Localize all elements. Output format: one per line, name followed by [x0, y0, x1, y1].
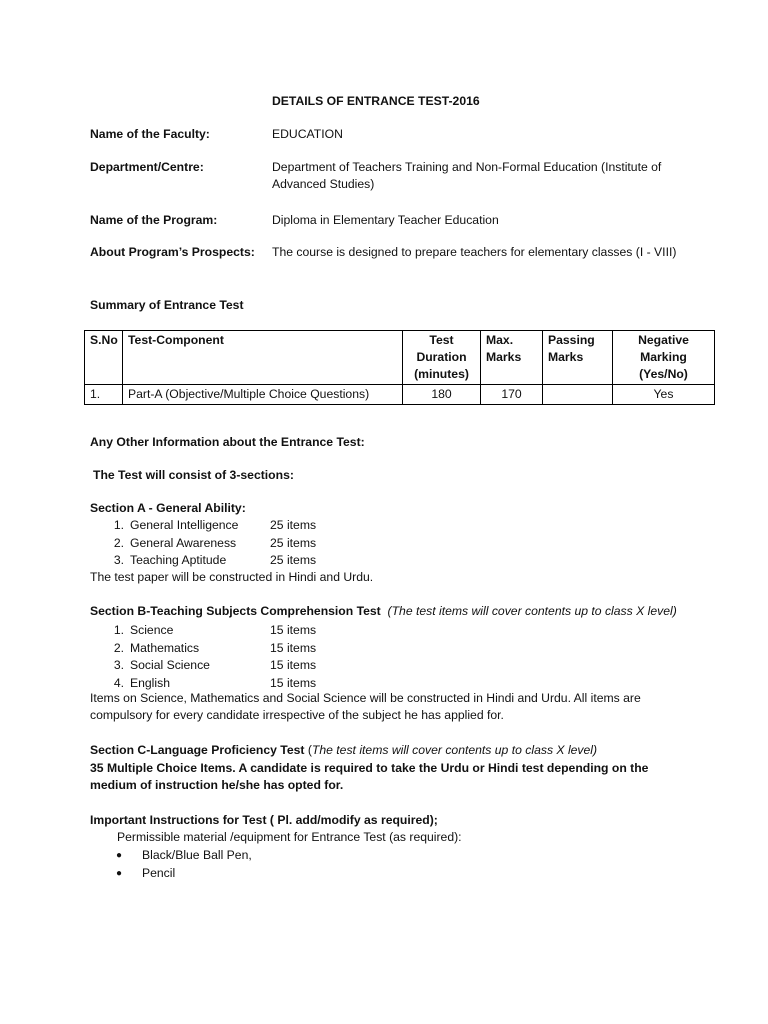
cell-sno: 1.	[85, 385, 123, 405]
item-number: 2.	[113, 640, 124, 655]
header-sno: S.No	[85, 331, 123, 385]
section-b-heading: Section B-Teaching Subjects Comprehension Test	[90, 604, 381, 618]
cell-passing-marks	[543, 385, 613, 405]
item-name: General Intelligence	[130, 518, 239, 532]
section-c-paren: (	[307, 743, 312, 757]
summary-heading: Summary of Entrance Test	[90, 298, 244, 312]
table-header-row	[85, 331, 715, 385]
bullet-icon: ●	[116, 850, 123, 861]
item-number: 3.	[113, 658, 124, 672]
program-label: Name of the Program:	[90, 213, 218, 227]
section-c-heading-line	[90, 742, 597, 759]
cell-component: Part-A (Objective/Multiple Choice Questions)	[123, 385, 403, 405]
summary-table	[84, 330, 715, 405]
prospects-label: About Program’s Prospects:	[90, 245, 255, 259]
header-component: Test-Component	[123, 331, 403, 385]
list-item	[116, 847, 416, 865]
cell-negative-marking: Yes	[613, 385, 715, 405]
list-item	[116, 865, 416, 883]
table-row	[85, 385, 715, 405]
faculty-label: Name of the Faculty:	[90, 127, 210, 141]
item-name: Science	[130, 623, 174, 637]
sections-intro: The Test will consist of 3-sections:	[93, 468, 294, 482]
header-passing-marks: Passing Marks	[543, 331, 613, 385]
item-name: General Awareness	[130, 535, 237, 550]
section-c-heading: Section C-Language Proficiency Test	[90, 743, 305, 757]
section-a-note: The test paper will be constructed in Hindi and Urdu.	[90, 570, 374, 584]
department-label: Department/Centre:	[90, 160, 204, 174]
department-value: Department of Teachers Training and Non-Formal Education (Institute of Advanced Studies)	[272, 160, 662, 191]
prospects-value: The course is designed to prepare teachers for elementary classes (I - VIII)	[272, 245, 677, 259]
list-item	[104, 535, 404, 553]
item-count: 25 items	[270, 518, 317, 532]
header-max-marks: Max. Marks	[481, 331, 543, 385]
item-name: Social Science	[130, 658, 210, 672]
item-number: 4.	[113, 675, 124, 690]
program-value: Diploma in Elementary Teacher Education	[272, 213, 499, 227]
item-name: English	[130, 675, 170, 690]
faculty-value: EDUCATION	[272, 127, 343, 141]
list-item	[104, 552, 404, 570]
item-count: 15 items	[270, 658, 317, 672]
item-count: 15 items	[270, 623, 317, 637]
item-count: 25 items	[270, 553, 317, 567]
instructions-heading: Important Instructions for Test ( Pl. add/modify as required);	[90, 813, 438, 827]
instructions-sub: Permissible material /equipment for Entrance Test (as required):	[117, 830, 462, 844]
other-info-heading: Any Other Information about the Entrance Test:	[90, 435, 365, 449]
cell-max-marks: 170	[481, 385, 543, 405]
section-a-list	[104, 517, 404, 570]
list-item	[104, 622, 404, 640]
section-c-heading-note: The test items will cover contents up to class X level)	[311, 743, 598, 757]
section-b-heading-note: (The test items will cover contents up to class X level)	[387, 604, 677, 618]
document-title: DETAILS OF ENTRANCE TEST-2016	[272, 94, 480, 108]
item-number: 1.	[113, 518, 124, 532]
instructions-list	[116, 847, 416, 882]
item-name: Teaching Aptitude	[130, 553, 227, 567]
section-b-list	[104, 622, 404, 692]
header-negative-marking: Negative Marking (Yes/No)	[613, 331, 715, 385]
item-name: Mathematics	[130, 640, 200, 655]
list-item	[104, 640, 404, 658]
item-count: 15 items	[270, 675, 317, 690]
item-number: 3.	[113, 553, 124, 567]
item-name: Pencil	[142, 865, 176, 880]
item-number: 1.	[113, 623, 124, 637]
item-number: 2.	[113, 535, 124, 550]
item-count: 25 items	[270, 535, 317, 550]
header-duration: Test Duration (minutes)	[403, 331, 481, 385]
section-b-note: Items on Science, Mathematics and Social Science will be constructed in Hindi and Urdu. All items are compulsory for every candidate irrespective of the subject he has applied for.	[90, 691, 641, 722]
bullet-icon: ●	[116, 867, 123, 879]
item-name: Black/Blue Ball Pen,	[142, 848, 252, 862]
list-item	[104, 517, 404, 535]
section-b-heading-line	[90, 603, 677, 620]
section-a-heading: Section A - General Ability:	[90, 501, 246, 515]
section-c-note: 35 Multiple Choice Items. A candidate is required to take the Urdu or Hindi test depending on the medium of instruction he/she has opted for.	[90, 761, 649, 792]
list-item	[104, 657, 404, 675]
cell-duration: 180	[403, 385, 481, 405]
item-count: 15 items	[270, 640, 317, 655]
